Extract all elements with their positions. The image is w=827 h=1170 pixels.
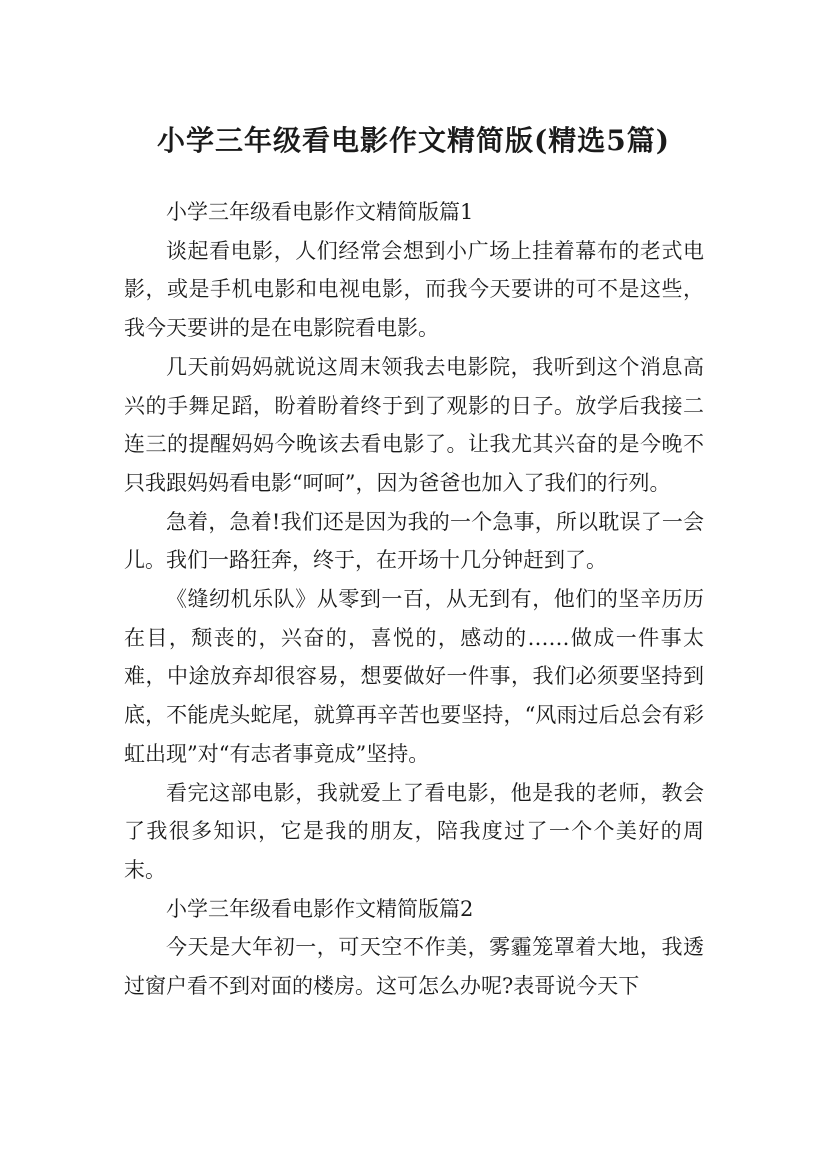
paragraph: 谈起看电影，人们经常会想到小广场上挂着幕布的老式电影，或是手机电影和电视电影，而我今天要讲的可不是这些，我今天要讲的是在电影院看电影。 <box>124 238 704 341</box>
paragraph: 几天前妈妈就说这周末领我去电影院，我听到这个消息高兴的手舞足蹈，盼着盼着终于到了观影的日子。放学后我接二连三的提醒妈妈今晚该去看电影了。让我尤其兴奋的是今晚不只我跟妈妈看电影“呵呵”，因为爸爸也加入了我们的行列。 <box>124 354 704 495</box>
paragraph: 看完这部电影，我就爱上了看电影，他是我的老师，教会了我很多知识，它是我的朋友，陪我度过了一个个美好的周末。 <box>124 780 704 882</box>
document-body <box>124 193 704 1006</box>
document-title: 小学三年级看电影作文精简版(精选5篇) <box>157 123 670 157</box>
section-heading-1: 小学三年级看电影作文精简版篇1 <box>166 200 474 224</box>
section-heading-2: 小学三年级看电影作文精简版篇2 <box>166 896 474 921</box>
paragraph: 急着，急着!我们还是因为我的一个急事，所以耽误了一会儿。我们一路狂奔，终于，在开场十几分钟赶到了。 <box>124 509 704 573</box>
paragraph: 今天是大年初一，可天空不作美，雾霾笼罩着大地，我透过窗户看不到对面的楼房。这可怎么办呢?表哥说今天下 <box>124 935 704 999</box>
paragraph: 《缝纫机乐队》从零到一百，从无到有，他们的坚辛历历在目，颓丧的，兴奋的，喜悦的，感动的……做成一件事太难，中途放弃却很容易，想要做好一件事，我们必须要坚持到底，不能虎头蛇尾，就算再辛苦也要坚持，“风雨过后总会有彩虹出现”对“有志者事竟成”坚持。 <box>124 587 704 766</box>
